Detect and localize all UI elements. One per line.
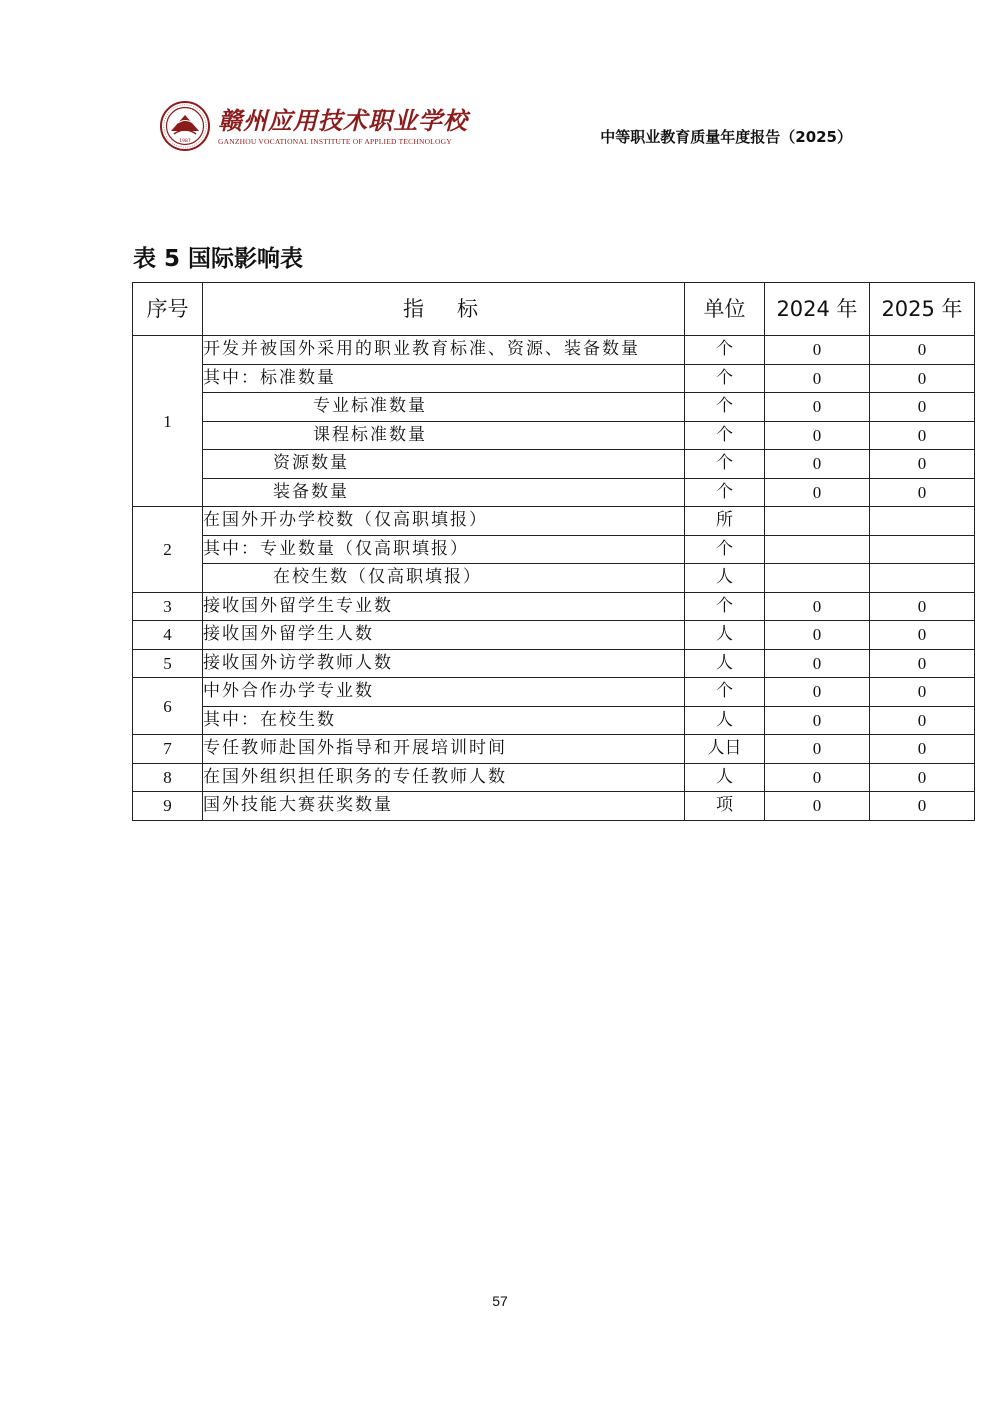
indicator-cell: 开发并被国外采用的职业教育标准、资源、装备数量 [203,336,685,365]
table-row [133,507,975,536]
table-row [133,678,975,707]
value-2025-cell [870,564,975,593]
table-row [133,592,975,621]
page-header [0,0,1000,200]
header-2024: 2024 年 [765,283,870,336]
unit-cell: 个 [685,592,765,621]
header-unit: 单位 [685,283,765,336]
indicator-cell: 接收国外留学生人数 [203,621,685,650]
value-2025-cell: 0 [870,735,975,764]
value-2025-cell [870,535,975,564]
seq-cell: 8 [133,763,203,792]
unit-cell: 人 [685,564,765,593]
unit-cell: 个 [685,535,765,564]
report-title: 中等职业教育质量年度报告（2025） [600,128,852,146]
indicator-cell: 资源数量 [203,450,685,479]
seq-cell: 2 [133,507,203,593]
indicator-cell: 专任教师赴国外指导和开展培训时间 [203,735,685,764]
table-row [133,421,975,450]
value-2024-cell: 0 [765,478,870,507]
unit-cell: 个 [685,393,765,422]
indicator-cell: 其中：标准数量 [203,364,685,393]
value-2024-cell: 0 [765,649,870,678]
seq-cell: 4 [133,621,203,650]
value-2025-cell: 0 [870,393,975,422]
school-name-en: GANZHOU VOCATIONAL INSTITUTE OF APPLIED TECHNOLOGY [218,136,452,146]
svg-text:1987: 1987 [179,139,191,144]
value-2025-cell: 0 [870,706,975,735]
value-2024-cell: 0 [765,735,870,764]
value-2024-cell [765,535,870,564]
table-row [133,735,975,764]
table-row [133,621,975,650]
value-2024-cell [765,507,870,536]
indicator-cell: 专业标准数量 [203,393,685,422]
unit-cell: 所 [685,507,765,536]
seq-cell: 6 [133,678,203,735]
page-number: 57 [492,1293,508,1309]
unit-cell: 个 [685,678,765,707]
unit-cell: 项 [685,792,765,821]
indicator-cell: 其中：在校生数 [203,706,685,735]
table-row [133,564,975,593]
value-2025-cell: 0 [870,792,975,821]
value-2024-cell: 0 [765,678,870,707]
header-2025: 2025 年 [870,283,975,336]
seq-cell: 5 [133,649,203,678]
school-seal-icon [160,101,210,151]
header-seq: 序号 [133,283,203,336]
table-row [133,364,975,393]
value-2025-cell: 0 [870,621,975,650]
value-2024-cell: 0 [765,364,870,393]
value-2025-cell [870,507,975,536]
value-2024-cell: 0 [765,393,870,422]
indicator-cell: 接收国外留学生专业数 [203,592,685,621]
header-indicator: 指 标 [203,283,685,336]
value-2025-cell: 0 [870,450,975,479]
value-2024-cell [765,564,870,593]
unit-cell: 个 [685,450,765,479]
indicator-cell: 国外技能大赛获奖数量 [203,792,685,821]
unit-cell: 人 [685,649,765,678]
unit-cell: 人日 [685,735,765,764]
indicator-cell: 在校生数（仅高职填报） [203,564,685,593]
value-2025-cell: 0 [870,678,975,707]
table-row [133,763,975,792]
indicator-cell: 在国外组织担任职务的专任教师人数 [203,763,685,792]
value-2025-cell: 0 [870,478,975,507]
value-2024-cell: 0 [765,706,870,735]
value-2024-cell: 0 [765,621,870,650]
unit-cell: 个 [685,336,765,365]
indicator-cell: 课程标准数量 [203,421,685,450]
unit-cell: 个 [685,421,765,450]
table-row [133,336,975,365]
table-header-row [133,283,975,336]
value-2024-cell: 0 [765,450,870,479]
value-2024-cell: 0 [765,763,870,792]
unit-cell: 个 [685,364,765,393]
unit-cell: 人 [685,706,765,735]
unit-cell: 个 [685,478,765,507]
table-row [133,478,975,507]
value-2024-cell: 0 [765,592,870,621]
value-2025-cell: 0 [870,592,975,621]
value-2025-cell: 0 [870,763,975,792]
indicator-cell: 在国外开办学校数（仅高职填报） [203,507,685,536]
school-name-cn: 赣州应用技术职业学校 [218,105,468,135]
table-row [133,649,975,678]
table-caption: 表 5 国际影响表 [133,246,304,272]
table-row [133,393,975,422]
indicator-cell: 接收国外访学教师人数 [203,649,685,678]
value-2025-cell: 0 [870,649,975,678]
table-row [133,792,975,821]
value-2024-cell: 0 [765,336,870,365]
school-logo [160,101,468,151]
value-2024-cell: 0 [765,792,870,821]
value-2025-cell: 0 [870,421,975,450]
value-2024-cell: 0 [765,421,870,450]
seq-cell: 3 [133,592,203,621]
seq-cell: 1 [133,336,203,507]
unit-cell: 人 [685,763,765,792]
table-row [133,450,975,479]
indicator-cell: 中外合作办学专业数 [203,678,685,707]
table-row [133,706,975,735]
value-2025-cell: 0 [870,336,975,365]
indicator-cell: 装备数量 [203,478,685,507]
seq-cell: 7 [133,735,203,764]
value-2025-cell: 0 [870,364,975,393]
unit-cell: 人 [685,621,765,650]
seq-cell: 9 [133,792,203,821]
indicator-cell: 其中：专业数量（仅高职填报） [203,535,685,564]
table-row [133,535,975,564]
international-influence-table [132,282,975,821]
